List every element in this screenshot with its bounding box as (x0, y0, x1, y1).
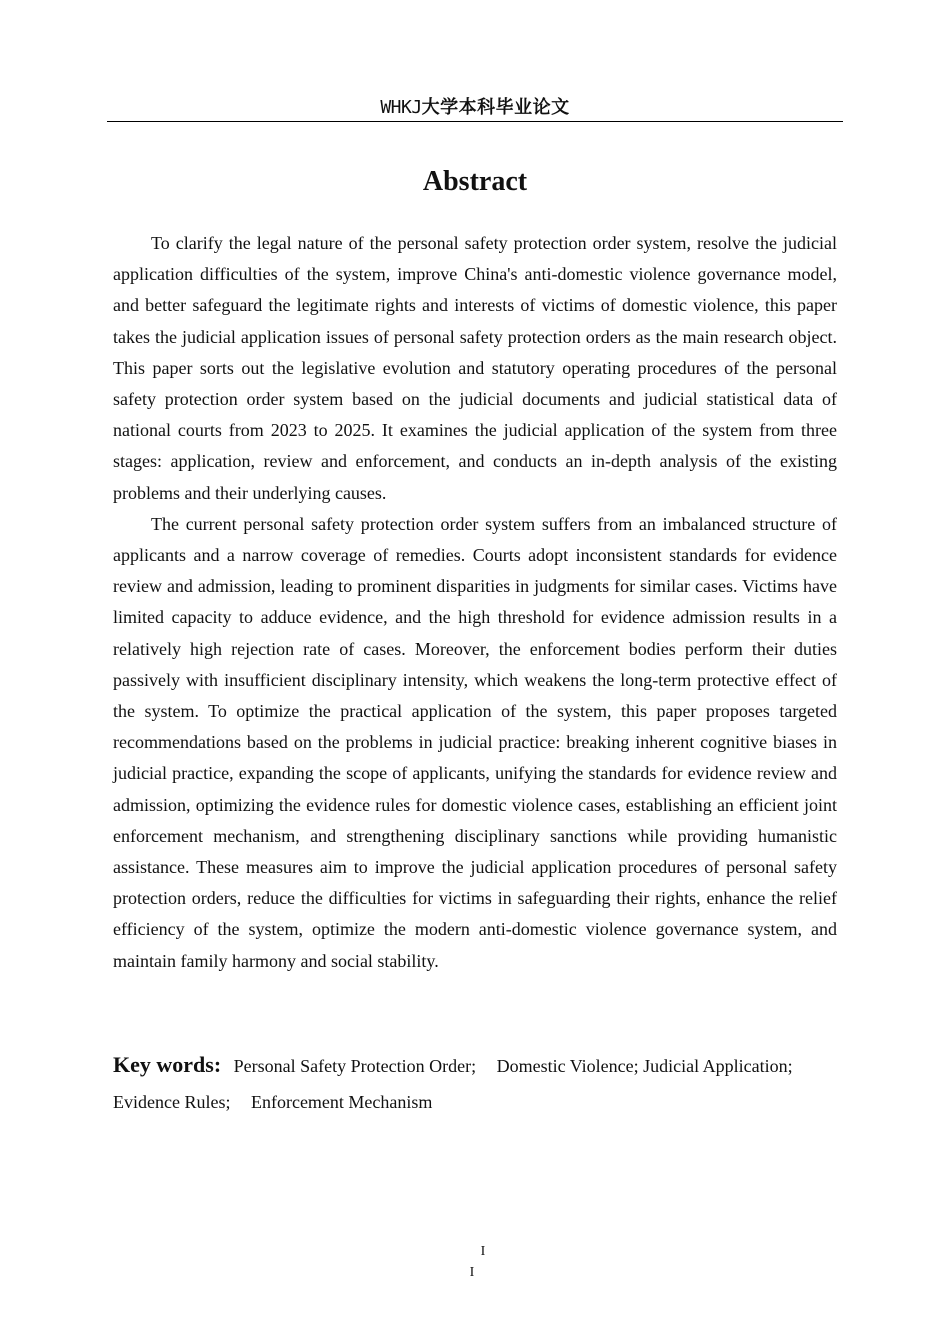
abstract-title: Abstract (422, 166, 528, 197)
keyword-item: Enforcement Mechanism (250, 1092, 433, 1112)
keyword-item: Personal Safety Protection Order; (233, 1056, 477, 1076)
keywords-label: Key words: (113, 1052, 222, 1077)
header-thesis-label: 大学本科毕业论文 (421, 97, 570, 118)
abstract-paragraph-2: The current personal safety protection order system suffers from an imbalanced structure of applicants and a narrow coverage of remedies. Courts adopt inconsistent standards for evidence review and admission, leading to prominent disparities in judgments for similar cases. Victims have limited capacity to adduce evidence, and the high threshold for evidence admission results in a relatively high rejection rate of cases. Moreover, the enforcement bodies perform their duties passively with insufficient disciplinary intensity, which weakens the long-term protective effect of the system. To optimize the practical application of the system, this paper proposes targeted recommendations based on the problems in judicial practice: breaking inherent cognitive biases in judicial practice, expanding the scope of applicants, unifying the standards for evidence review and admission, optimizing the evidence rules for domestic violence cases, establishing an efficient joint enforcement mechanism, and strengthening disciplinary sanctions while providing humanistic assistance. These measures aim to improve the judicial application procedures of personal safety protection orders, reduce the difficulties for victims in safeguarding their rights, enhance the relief efficiency of the system, optimize the modern anti-domestic violence governance system, and maintain family harmony and social stability. (113, 513, 837, 971)
header-institution-code: WHKJ (380, 97, 422, 118)
abstract-paragraph-1: To clarify the legal nature of the personal safety protection order system, resolve the judicial application difficulties of the system, improve China's anti-domestic violence governance model, and better safeguard the legitimate rights and interests of victims of domestic violence, this paper takes the judicial application issues of personal safety protection orders as the main research object. This paper sorts out the legislative evolution and statutory operating procedures of the personal safety protection order system based on the judicial documents and judicial statistical data of national courts from 2023 to 2025. It examines the judicial application of the system from three stages: application, review and enforcement, and conducts an in-depth analysis of the existing problems and their underlying causes. (113, 233, 837, 503)
page-number: I (480, 1244, 486, 1259)
page-number: I (469, 1265, 475, 1280)
running-header (107, 95, 843, 121)
keyword-item: Domestic Violence; Judicial Application; (496, 1056, 793, 1076)
header-rule (107, 121, 843, 122)
abstract-body (113, 228, 837, 977)
keyword-item: Evidence Rules; (113, 1092, 231, 1112)
keywords-section (113, 1047, 837, 1120)
